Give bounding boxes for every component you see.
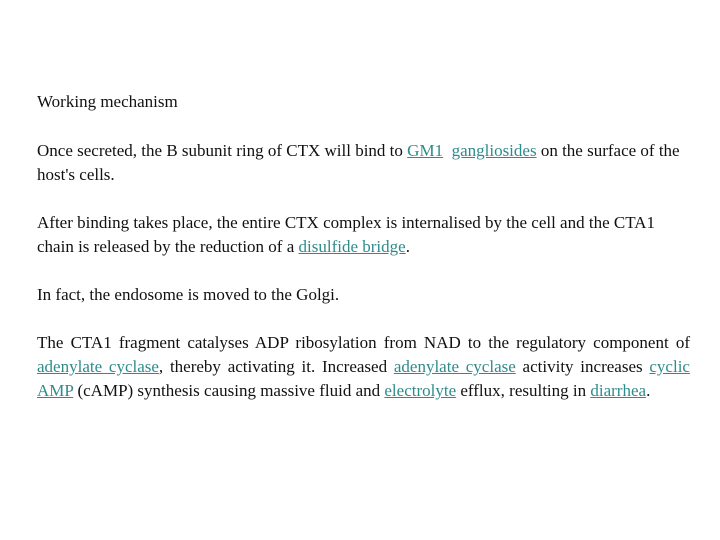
link-gm1[interactable]: GM1: [407, 141, 444, 160]
paragraph-internalisation: [37, 211, 690, 259]
text: (cAMP) synthesis causing massive fluid and: [73, 381, 385, 400]
link-electrolyte[interactable]: electrolyte: [384, 381, 457, 400]
text: , thereby activating it. Increased: [158, 357, 394, 376]
link-disulfide-bridge[interactable]: disulfide bridge: [298, 237, 406, 256]
text: After binding takes place, the entire CTX complex is internalised by the cell and the CTA1 chain is released by the reduction of a: [37, 213, 656, 256]
text: Once secreted, the B subunit ring of CTX will bind to: [37, 141, 408, 160]
text: .: [405, 237, 410, 256]
text: activity increases: [515, 357, 650, 376]
text: on the surface of the host's cells.: [37, 141, 680, 184]
link-diarrhea[interactable]: diarrhea: [590, 381, 647, 400]
link-adenylate-cyclase-2[interactable]: adenylate cyclase: [393, 357, 516, 376]
text: [443, 141, 452, 160]
paragraph-endosome: In fact, the endosome is moved to the Golgi.: [37, 285, 340, 304]
text: .: [646, 381, 651, 400]
text: efflux, resulting in: [456, 381, 591, 400]
paragraph-binding: [37, 139, 690, 187]
link-adenylate-cyclase[interactable]: adenylate cyclase: [37, 357, 159, 376]
link-gangliosides[interactable]: gangliosides: [451, 141, 537, 160]
paragraph-cta1: [37, 331, 690, 403]
link-cyclic-amp[interactable]: cyclic AMP: [37, 357, 690, 400]
section-title: Working mechanism: [37, 92, 178, 111]
text: The CTA1 fragment catalyses ADP ribosylation from NAD to the regulatory component of: [37, 333, 690, 352]
